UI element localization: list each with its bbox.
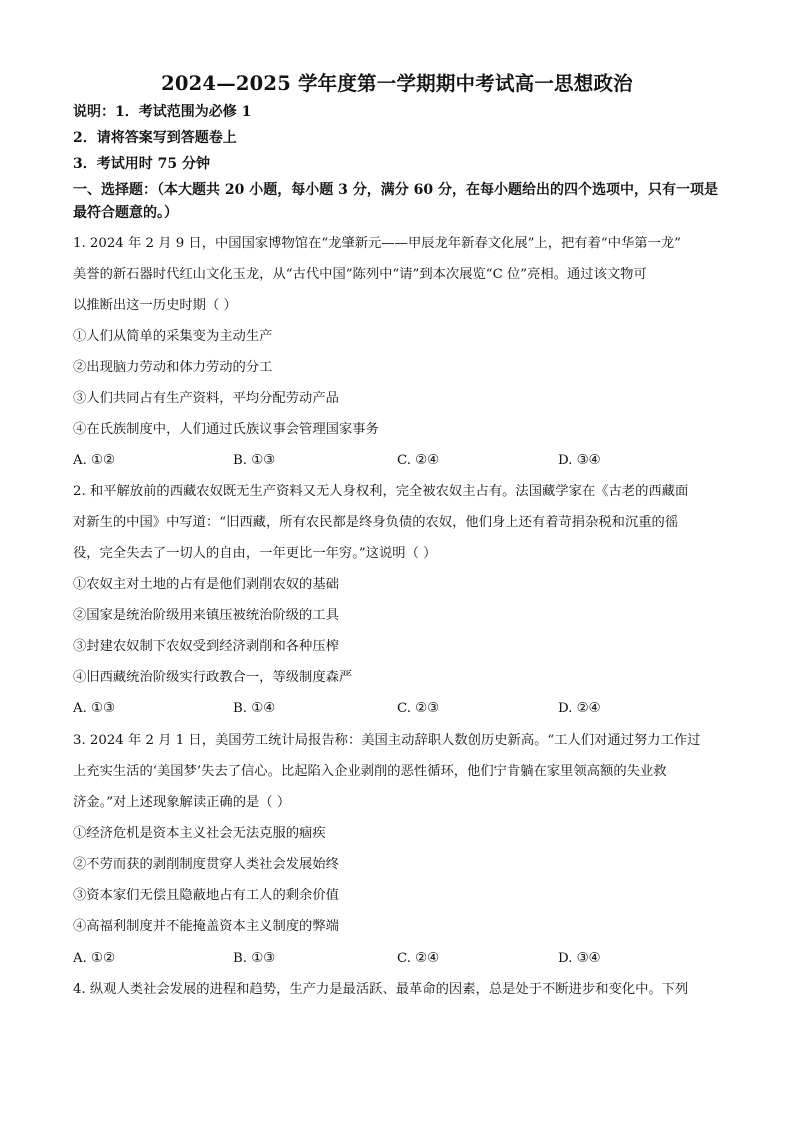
q2-option-a[interactable]: A. ①③ xyxy=(73,701,115,716)
instruction-scope: 说明：1．考试范围为必修 1 xyxy=(73,104,252,120)
q2-stem-line-1: 2. 和平解放前的西藏农奴既无生产资料又无人身权利，完全被农奴主占有。法国藏学家在《古老的西藏面 xyxy=(73,484,689,499)
q1-option-d[interactable]: D. ③④ xyxy=(558,453,601,468)
q1-option-a[interactable]: A. ①② xyxy=(73,453,115,468)
q1-statement-1: ①人们从简单的采集变为主动生产 xyxy=(73,329,273,344)
q2-statement-2: ②国家是统治阶级用来镇压被统治阶级的工具 xyxy=(73,608,339,623)
q3-stem-line-1: 3. 2024 年 2 月 1 日，美国劳工统计局报告称：美国主动辞职人数创历史新高。“工人们对通过努力工作过 xyxy=(73,733,701,748)
q2-option-c[interactable]: C. ②③ xyxy=(397,701,439,716)
q2-option-b[interactable]: B. ①④ xyxy=(233,701,276,716)
q1-option-c[interactable]: C. ②④ xyxy=(397,453,439,468)
q1-statement-2: ②出现脑力劳动和体力劳动的分工 xyxy=(73,360,273,375)
q1-stem-line-1: 1. 2024 年 2 月 9 日，中国国家博物馆在“龙肇新元——甲辰龙年新春文化展”上，把有着“中华第一龙” xyxy=(73,236,681,251)
q3-option-b[interactable]: B. ①③ xyxy=(233,951,276,966)
q3-option-d[interactable]: D. ③④ xyxy=(558,951,601,966)
q4-stem-line-1: 4. 纵观人类社会发展的进程和趋势，生产力是最活跃、最革命的因素，总是处于不断进步和变化中。下列 xyxy=(73,982,689,997)
q3-statement-3: ③资本家们无偿且隐蔽地占有工人的剩余价值 xyxy=(73,888,339,903)
q3-option-a[interactable]: A. ①② xyxy=(73,951,115,966)
q1-option-b[interactable]: B. ①③ xyxy=(233,453,276,468)
q3-stem-line-2: 上充实生活的‘美国梦’失去了信心。比起陷入企业剥削的恶性循环，他们宁肯躺在家里领高额的失业救 xyxy=(73,764,667,779)
q1-stem-line-3: 以推断出这一历史时期（ ） xyxy=(73,298,237,313)
q3-statement-2: ②不劳而获的剥削制度贯穿人类社会发展始终 xyxy=(73,857,339,872)
q2-stem-line-3: 役，完全失去了一切人的自由，一年更比一年穷。”这说明（ ） xyxy=(73,546,437,561)
q2-stem-line-2: 对新生的中国》中写道：“旧西藏，所有农民都是终身负债的农奴，他们身上还有着苛捐杂税和沉重的徭 xyxy=(73,515,679,530)
instruction-answer-sheet: 2．请将答案写到答题卷上 xyxy=(73,130,237,146)
q1-stem-line-2: 美誉的新石器时代红山文化玉龙，从“古代中国”陈列中“请”到本次展览“C 位”亮相。通过该文物可 xyxy=(73,267,647,282)
q3-statement-1: ①经济危机是资本主义社会无法克服的痼疾 xyxy=(73,826,326,841)
q3-stem-line-3: 济金。”对上述现象解读正确的是（ ） xyxy=(73,795,291,810)
q2-statement-3: ③封建农奴制下农奴受到经济剥削和各种压榨 xyxy=(73,639,339,654)
q2-statement-1: ①农奴主对土地的占有是他们剥削农奴的基础 xyxy=(73,577,339,592)
q1-statement-3: ③人们共同占有生产资料，平均分配劳动产品 xyxy=(73,391,339,406)
page-title: 2024—2025 学年度第一学期期中考试高一思想政治 xyxy=(161,72,633,95)
q3-option-c[interactable]: C. ②④ xyxy=(397,951,439,966)
q2-statement-4: ④旧西藏统治阶级实行政教合一，等级制度森严 xyxy=(73,670,353,685)
q1-statement-4: ④在氏族制度中，人们通过氏族议事会管理国家事务 xyxy=(73,422,379,437)
section-heading: 一、选择题：（本大题共 20 小题，每小题 3 分，满分 60 分，在每小题给出的四个选项中，只有一项是最符合题意的。） xyxy=(73,182,718,221)
instruction-time: 3．考试用时 75 分钟 xyxy=(73,156,210,172)
q3-statement-4: ④高福利制度并不能掩盖资本主义制度的弊端 xyxy=(73,919,339,934)
q2-option-d[interactable]: D. ②④ xyxy=(558,701,601,716)
